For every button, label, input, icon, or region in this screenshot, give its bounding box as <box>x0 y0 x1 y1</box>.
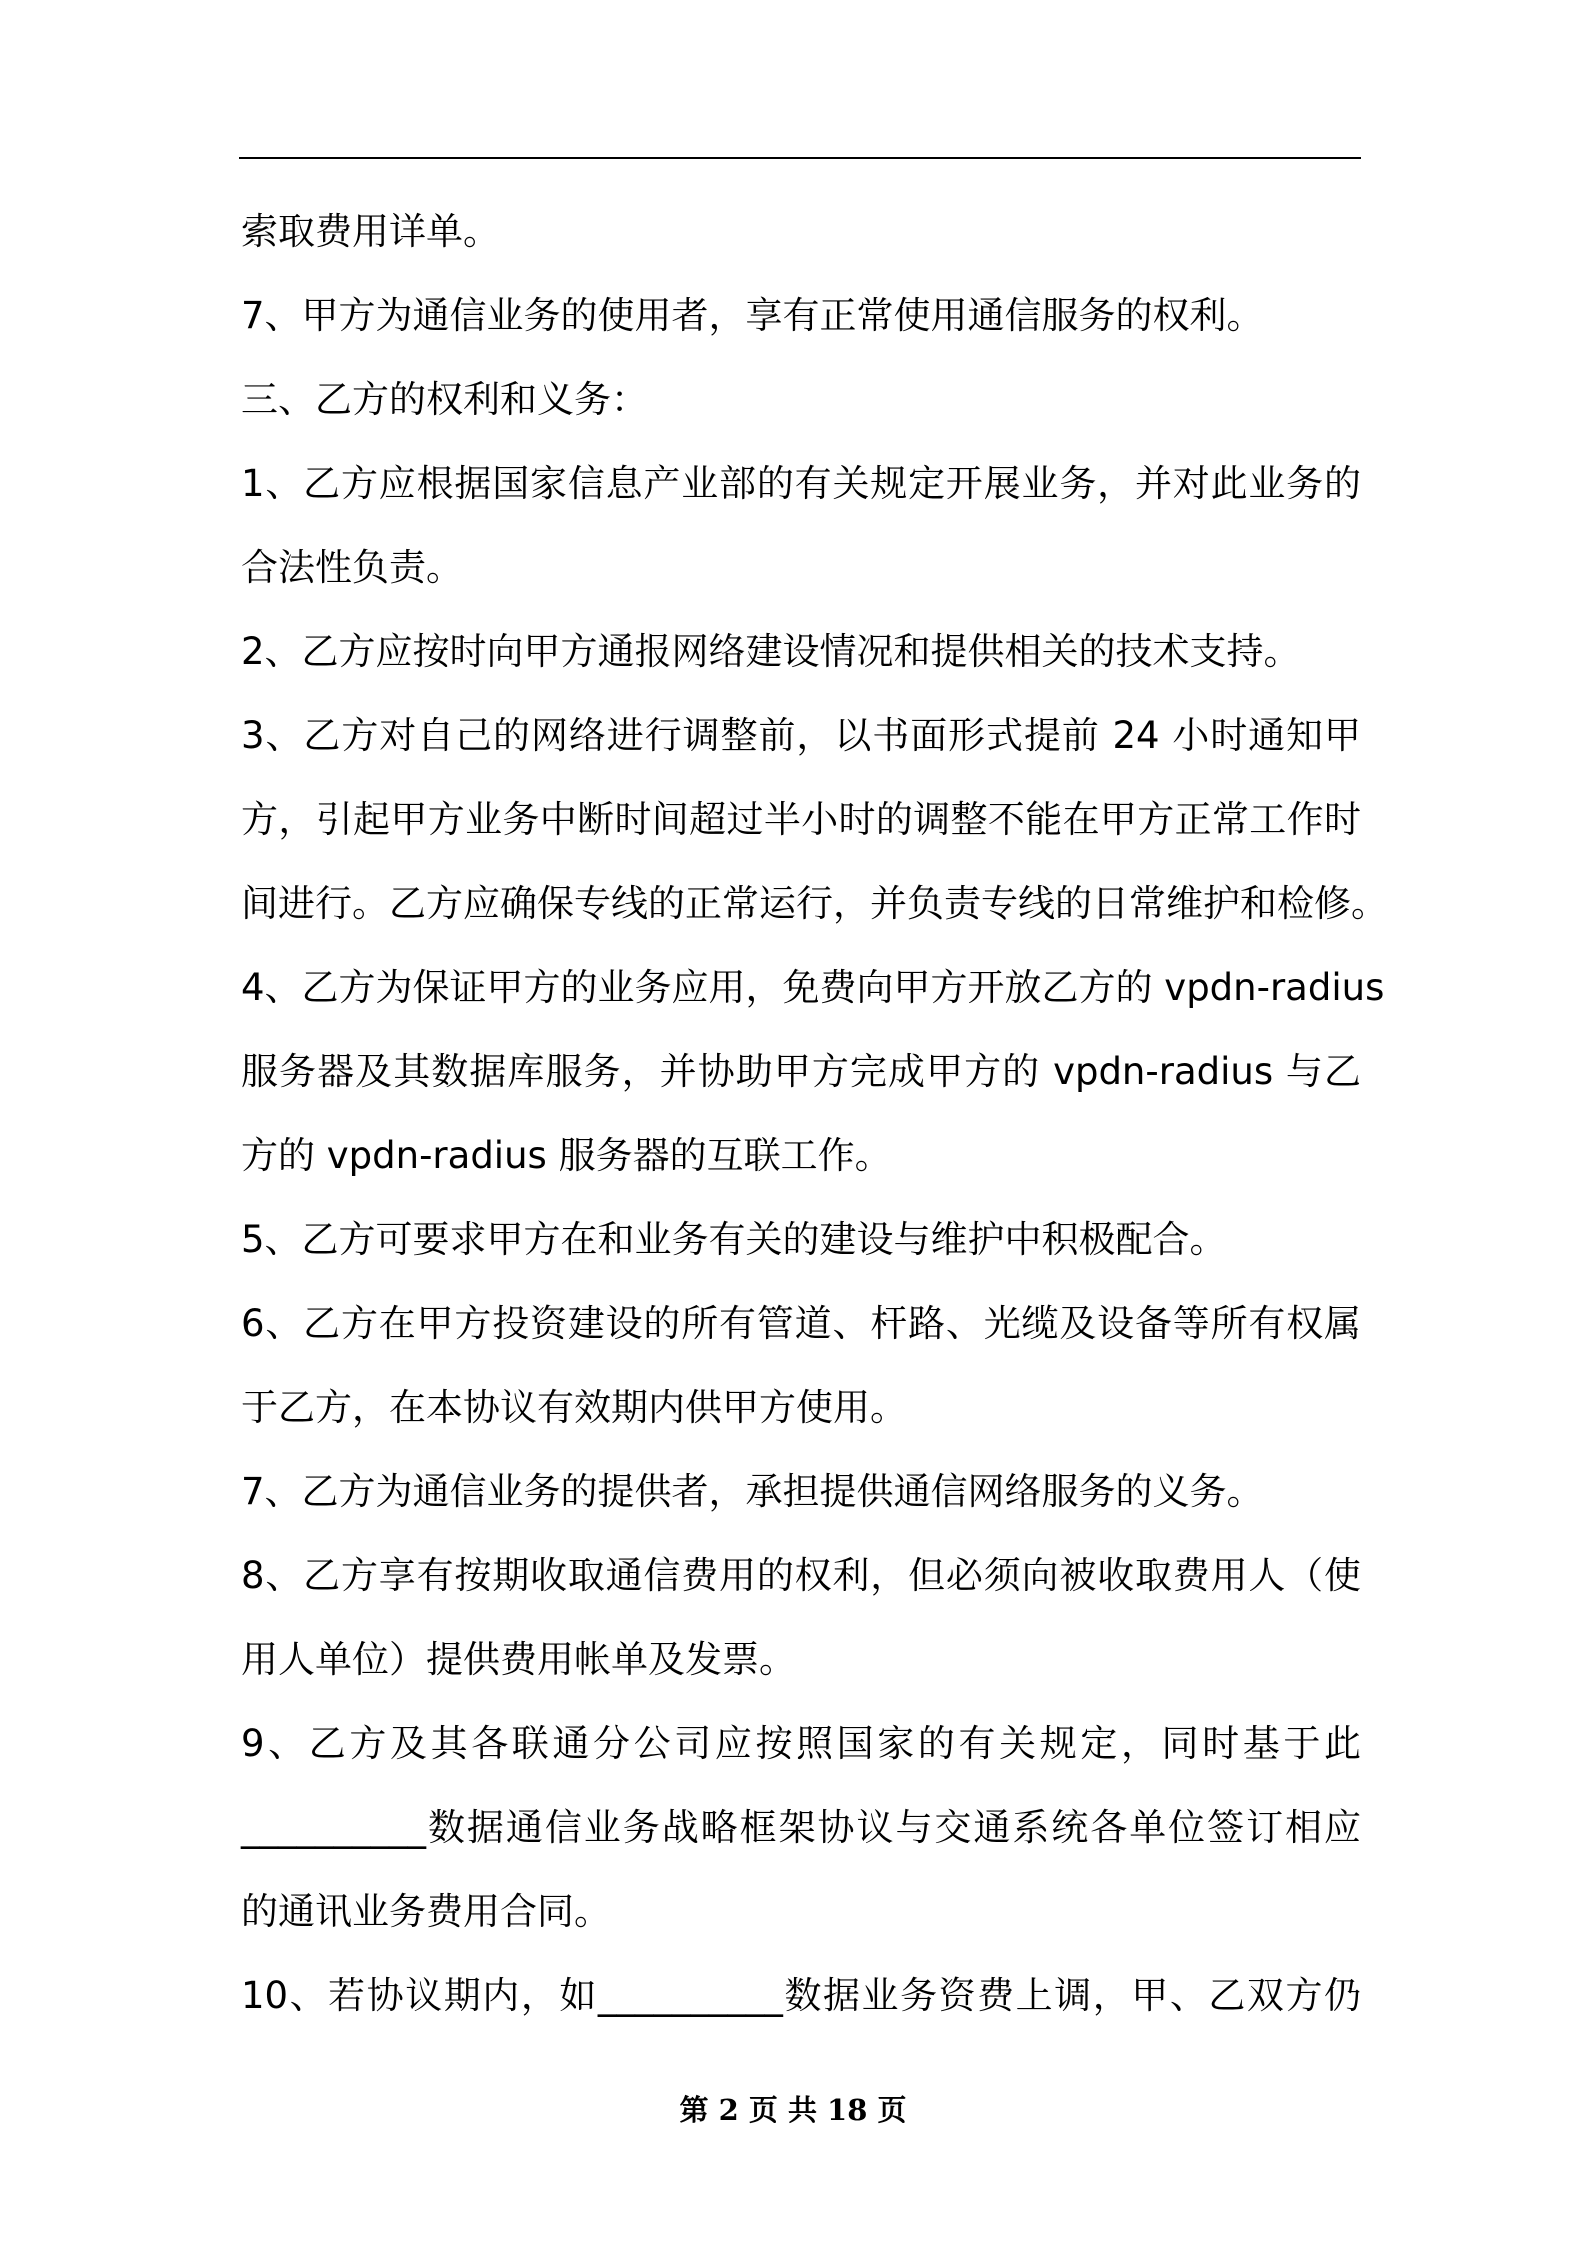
text-line: 服务器及其数据库服务，并协助甲方完成甲方的 vpdn-radius 与乙 <box>241 1050 1361 1093</box>
text-line: 三、乙方的权利和义务： <box>241 378 648 421</box>
page-number: 第 2 页 共 18 页 <box>679 2093 907 2127</box>
text-line: 合法性负责。 <box>241 546 463 589</box>
text-line: 7、乙方为通信业务的提供者，承担提供通信网络服务的义务。 <box>241 1470 1264 1513</box>
text-line: 10、若协议期内，如__________数据业务资费上调，甲、乙双方仍 <box>241 1974 1361 2017</box>
text-line: 方，引起甲方业务中断时间超过半小时的调整不能在甲方正常工作时 <box>241 798 1361 841</box>
header-rule <box>239 157 1361 159</box>
text-line: 索取费用详单。 <box>241 210 500 253</box>
text-line: 3、乙方对自己的网络进行调整前，以书面形式提前 24 小时通知甲 <box>241 714 1361 757</box>
text-line: 7、甲方为通信业务的使用者，享有正常使用通信服务的权利。 <box>241 294 1264 337</box>
text-line: 的通讯业务费用合同。 <box>241 1890 611 1933</box>
text-line: 6、乙方在甲方投资建设的所有管道、杆路、光缆及设备等所有权属 <box>241 1302 1361 1345</box>
text-line: 2、乙方应按时向甲方通报网络建设情况和提供相关的技术支持。 <box>241 630 1301 673</box>
document-body <box>241 190 1388 2038</box>
text-line: 用人单位）提供费用帐单及发票。 <box>241 1638 796 1681</box>
text-line: 间进行。乙方应确保专线的正常运行，并负责专线的日常维护和检修。 <box>241 882 1388 925</box>
text-line: 8、乙方享有按期收取通信费用的权利，但必须向被收取费用人（使 <box>241 1554 1361 1597</box>
text-line: 4、乙方为保证甲方的业务应用，免费向甲方开放乙方的 vpdn-radius <box>241 966 1385 1009</box>
text-line: 9、乙方及其各联通分公司应按照国家的有关规定，同时基于此 <box>241 1722 1361 1765</box>
text-line: 于乙方，在本协议有效期内供甲方使用。 <box>241 1386 907 1429</box>
text-line: 方的 vpdn-radius 服务器的互联工作。 <box>241 1134 892 1177</box>
text-line: 5、乙方可要求甲方在和业务有关的建设与维护中积极配合。 <box>241 1218 1227 1261</box>
text-line: __________数据通信业务战略框架协议与交通系统各单位签订相应 <box>241 1806 1361 1849</box>
text-line: 1、乙方应根据国家信息产业部的有关规定开展业务，并对此业务的 <box>241 462 1361 505</box>
